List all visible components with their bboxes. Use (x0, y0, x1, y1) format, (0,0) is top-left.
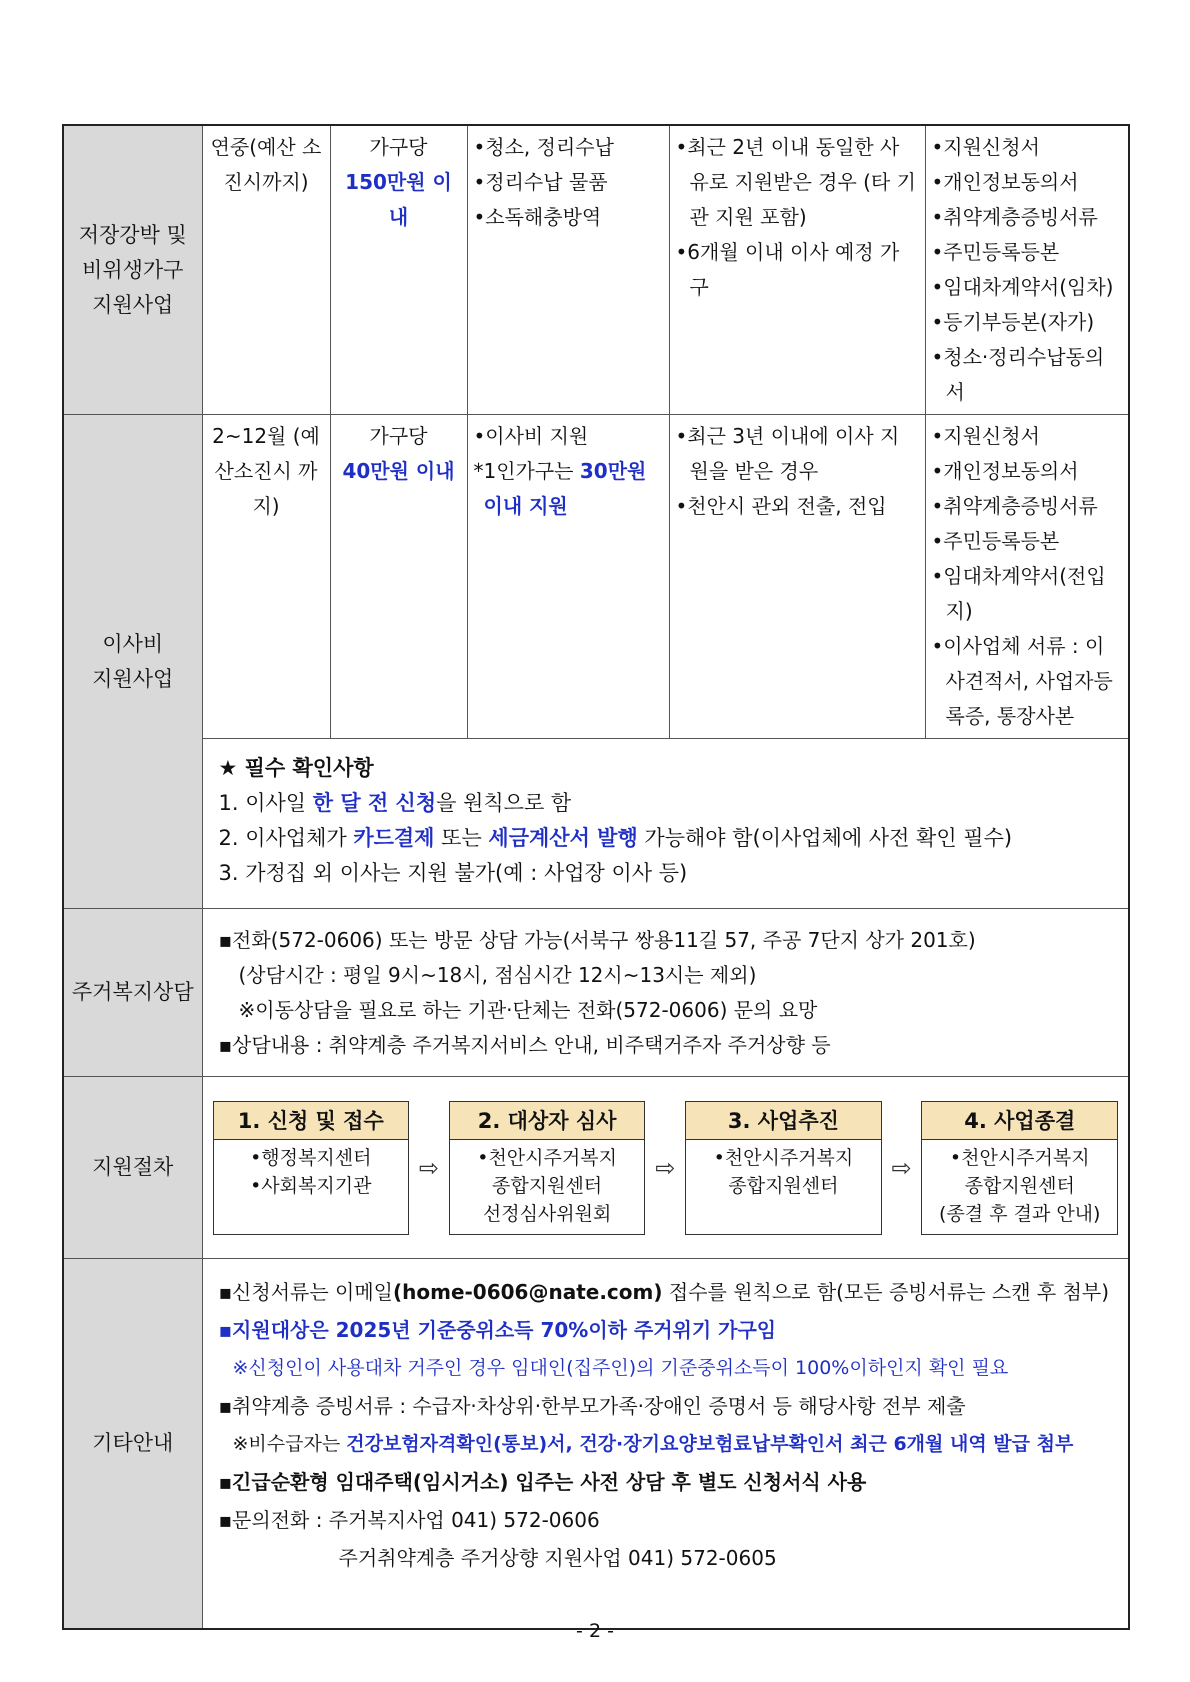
consult-row (63, 909, 1129, 1077)
procedure-header: 지원절차 (63, 1077, 202, 1259)
notice-item-2: 2. 이사업체가 카드결제 또는 세금계산서 발행 가능해야 함(이사업체에 사전 확인 필수) (218, 826, 1013, 850)
procedure-content (202, 1077, 1129, 1259)
housing-program-row (63, 125, 1129, 415)
housing-program-header: 저장강박 및 비위생가구 지원사업 (63, 125, 202, 415)
arrow-right-icon: ⇨ (418, 1154, 439, 1182)
housing-docs: •지원신청서 •개인정보동의서 •취약계층증빙서류 •주민등록등본 •임대차계약서(임차) •등기부등본(자가) •청소·정리수납동의서 (925, 125, 1129, 415)
moving-period: 2~12월 (예산소진시 까지) (202, 415, 330, 739)
moving-program-header: 이사비 지원사업 (63, 415, 202, 909)
arrow-right-icon: ⇨ (655, 1154, 676, 1182)
moving-content: •이사비 지원 *1인가구는 30만원 이내 지원 (467, 415, 669, 739)
moving-docs: •지원신청서 •개인정보동의서 •취약계층증빙서류 •주민등록등본 •임대차계약서(전입지) •이사업체 서류 : 이사견적서, 사업자등록증, 통장사본 (925, 415, 1129, 739)
consult-content: ▪전화(572-0606) 또는 방문 상담 가능(서북구 쌍용11길 57, 주공 7단지 상가 201호) (상담시간 : 평일 9시~18시, 점심시간 12시~13시는 제외) ※이동상담을 필요로 하는 기관·단체는 전화(572-0606) 문의 요망 ▪상담내용 : 취약계층 주거복지서비스 안내, 비주택거주자 주거상향 등 (202, 909, 1129, 1077)
procedure-step-4: 4. 사업종결 •천안시주거복지 종합지원센터 (종결 후 결과 안내) (921, 1101, 1118, 1235)
etc-row (63, 1259, 1129, 1629)
housing-content: •청소, 정리수납 •정리수납 물품 •소독해충방역 (467, 125, 669, 415)
notice-item-3: 3. 가정집 외 이사는 지원 불가(예 : 사업장 이사 등) (218, 861, 688, 885)
etc-content: ▪신청서류는 이메일(home-0606@nate.com) 접수를 원칙으로 함(모든 증빙서류는 스캔 후 첨부) ▪지원대상은 2025년 기준중위소득 70%이하 주거위기 가구임 ※신청인이 사용대차 거주인 경우 임대인(집주인)의 기준중위소득이 100%이하인지 확인 필요 ▪취약계층 증빙서류 : 수급자·차상위·한부모가족·장애인 증명서 등 해당사항 전부 제출 ※비수급자는 건강보험자격확인(통보)서, 건강·장기요양보험료납부확인서 최근 6개월 내역 발급 첨부 ▪긴급순환형 임대주택(임시거소) 입주는 사전 상담 후 별도 신청서식 사용 ▪문의전화 : 주거복지사업 041) 572-0606 주거취약계층 주거상향 지원사업 041) 572-0605 (202, 1259, 1129, 1629)
moving-notice (202, 739, 1129, 909)
procedure-flow (203, 1077, 1129, 1257)
page-number: - 2 - (576, 1620, 614, 1642)
procedure-step-2: 2. 대상자 심사 •천안시주거복지 종합지원센터 선정심사위원회 (449, 1101, 646, 1235)
housing-amount: 가구당 150만원 이내 (330, 125, 467, 415)
procedure-row (63, 1077, 1129, 1259)
moving-amount: 가구당 40만원 이내 (330, 415, 467, 739)
arrow-right-icon: ⇨ (891, 1154, 912, 1182)
etc-header: 기타안내 (63, 1259, 202, 1629)
procedure-step-1: 1. 신청 및 접수 •행정복지센터 •사회복지기관 (213, 1101, 410, 1235)
support-program-table (62, 124, 1130, 1630)
notice-title: ★ 필수 확인사항 (218, 756, 374, 780)
housing-exclusion: •최근 2년 이내 동일한 사유로 지원받은 경우 (타 기관 지원 포함) •6개월 이내 이사 예정 가구 (669, 125, 925, 415)
moving-notice-row (63, 739, 1129, 909)
consult-header: 주거복지상담 (63, 909, 202, 1077)
notice-item-1: 1. 이사일 한 달 전 신청을 원칙으로 함 (218, 791, 572, 815)
moving-exclusion: •최근 3년 이내에 이사 지원을 받은 경우 •천안시 관외 전출, 전입 (669, 415, 925, 739)
moving-program-row (63, 415, 1129, 739)
procedure-step-3: 3. 사업추진 •천안시주거복지 종합지원센터 (685, 1101, 882, 1235)
housing-period: 연중(예산 소진시까지) (202, 125, 330, 415)
